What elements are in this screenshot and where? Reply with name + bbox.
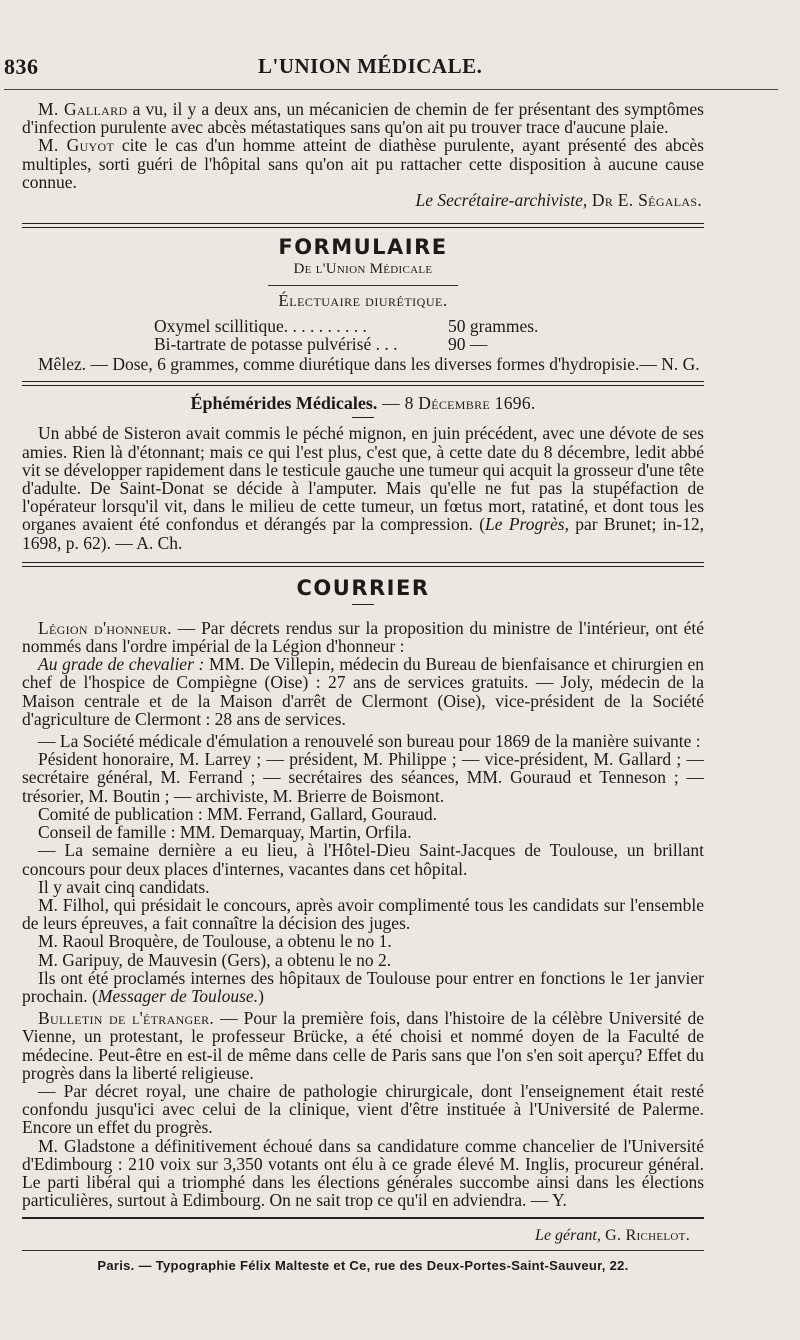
bulletin-head: Bulletin de l'étranger. (38, 1008, 215, 1029)
footer-rule (22, 1217, 704, 1219)
header-rule (4, 89, 778, 90)
legion-paragraph (22, 619, 704, 655)
gallard-text: a vu, il y a deux ans, un mécanicien de chemin de fer présentant des symptômes d'infection purulente avec abcès métastatiques sans qu'on ait pu trouver trace d'aucune plaie. (22, 99, 704, 138)
ingredient-row (22, 335, 704, 353)
ingredient-name: Bi-tartrate de potasse pulvérisé . . . (154, 333, 398, 354)
page-content (22, 100, 704, 1275)
section-divider (22, 381, 704, 386)
ephemerides-heading (22, 394, 704, 412)
toulouse-paragraph: — La semaine dernière a eu lieu, à l'Hôtel-Dieu Saint-Jacques de Toulouse, un brillant concours pour deux places d'internes, vacantes dans cet hôpital. (22, 840, 704, 879)
toulouse-paragraph: M. Filhol, qui présidait le concours, après avoir complimenté tous les candidats sur l'ensemble de leurs épreuves, a fait connaître la décision des juges. (22, 894, 704, 934)
toulouse-paragraph: M. Garipuy, de Mauvesin (Gers), a obtenu le no 2. (38, 949, 392, 970)
ephemerides-title: Éphémérides Médicales. (190, 393, 378, 414)
ephemerides-date: — 8 Décembre 1696. (377, 393, 536, 414)
famille-paragraph: Conseil de famille : MM. Demarquay, Martin, Orfila. (38, 822, 412, 843)
formulaire-subtitle: De l'Union Médicale (293, 261, 433, 278)
ingredient-qty: 50 grammes. (448, 315, 539, 336)
gladstone-paragraph: M. Gladstone a définitivement échoué dans sa candidature comme chancelier de l'Université d'Edimbourg : 210 voix sur 3,350 votants ont élu à ce grade élevé M. Inglis, procureur général. Le parti libéral qui a triomphé dans les élections générales succombe ainsi dans les élections particulières, surtout à Edimbourg. On ne sait trop ce qu'il en adviendra. — Y. (22, 1135, 704, 1211)
gerant-name: G. Richelot. (600, 1227, 690, 1245)
gallard-name: M. Gallard (38, 99, 128, 119)
toulouse-paragraph: M. Raoul Broquère, de Toulouse, a obtenu le no 1. (38, 931, 392, 952)
ephemerides-source: Le Progrès (485, 514, 565, 535)
toulouse-paragraph: Il y avait cinq candidats. (38, 876, 210, 897)
gallard-paragraph (22, 100, 704, 136)
recipe-instructions: Mêlez. — Dose, 6 grammes, comme diurétique dans les diverses formes d'hydropisie.— N. G. (38, 354, 700, 375)
toulouse-source: Messager de Toulouse. (97, 985, 259, 1006)
ephemerides-body (22, 424, 704, 551)
bulletin-text: — Pour la première fois, dans l'histoire de la célèbre Université de Vienne, un protestant, le professeur Brücke, a été choisi et nommé doyen de la Faculté de médecine. Peut-être en est-il de même dans celle de Paris sans que l'on s'en soit aperçu? Effet du progrès dans la liberté religieuse. (22, 1008, 704, 1083)
bureau-paragraph: Pésident honoraire, M. Larrey ; — président, M. Philippe ; — vice-président, M. Gallard ; — secrétaire général, M. Ferrand ; — secrétaires des séances, MM. Gouraud et Tenneson ; — trésorier, M. Boutin ; — archiviste, M. Brierre de Boismont. (22, 749, 704, 806)
section-divider (22, 223, 704, 228)
chevalier-label: Au grade de chevalier : (38, 654, 205, 675)
guyot-text: cite le cas d'un homme atteint de diathèse purulente, ayant présenté des abcès multiples, sorti guéri de l'hôpital sans qu'on ait pu rattacher cette disposition à aucune cause connue. (22, 135, 704, 192)
chevalier-paragraph (22, 655, 704, 728)
legion-head: Légion d'honneur. (38, 617, 172, 638)
ingredient-qty: 90 — (448, 333, 488, 354)
bulletin-paragraph (22, 1009, 704, 1082)
signature-role: Le Secrétaire-archiviste, (415, 190, 588, 211)
page-number: 836 (4, 54, 39, 79)
emulation-paragraph: — La Société médicale d'émulation a renouvelé son bureau pour 1869 de la manière suivante : (38, 731, 701, 752)
toulouse-close: ) (258, 985, 264, 1006)
gerant-signature (22, 1227, 704, 1245)
ingredient-name: Oxymel scillitique. . . . . . . . . . (154, 315, 367, 336)
publication-paragraph: Comité de publication : MM. Ferrand, Gallard, Gouraud. (38, 803, 438, 824)
formulaire-title: FORMULAIRE (278, 235, 448, 260)
guyot-paragraph (22, 136, 704, 191)
ephemerides-rule (352, 417, 374, 418)
journal-title: L'UNION MÉDICALE. (258, 54, 483, 78)
section-divider (22, 562, 704, 567)
imprint-rule (22, 1250, 704, 1251)
guyot-name: M. Guyot (38, 135, 115, 156)
ephemerides-source-rest: , par Brunet; in-12, 1698, p. 62). — A. Ch. (22, 514, 705, 553)
legion-text: — Par décrets rendus sur la proposition du ministre de l'intérieur, ont été nommés dans l'ordre impérial de la Légion d'honneur : (22, 617, 704, 657)
formulaire-rule (268, 285, 458, 286)
toulouse-text: Ils ont été proclamés internes des hôpitaux de Toulouse pour entrer en fonctions le 1er janvier prochain. ( (22, 967, 704, 1006)
palerme-paragraph: — Par décret royal, une chaire de pathologie chirurgicale, dont l'enseignement était resté confondu jusqu'ici avec celui de la clinique, vient d'être instituée à l'Université de Palerme. Encore un effet du progrès. (22, 1080, 704, 1138)
printer-imprint: Paris. — Typographie Félix Malteste et Ce, rue des Deux-Portes-Saint-Sauveur, 22. (97, 1257, 629, 1273)
ephemerides-text: Un abbé de Sisteron avait commis le péché mignon, en juin précédent, avec une dévote de ses amies. Rien là d'étonnant; mais ce qui l'est plus, c'est que, à cette date du 8 décembre, ledit abbé vit se développer rapidement dans le testicule gauche une tumeur qui acquit la grosseur d'une tête d'adulte. De Saint-Donat se décide à l'amputer. Mais qu'elle ne fut pas la stupéfaction de l'opérateur lorsqu'il vit, dans le milieu de cette tumeur, un fœtus mort, ratatiné, et dont tous les organes avaient été confondus et dérangés par la compression. ( (22, 423, 705, 535)
toulouse-paragraph (22, 969, 704, 1005)
courrier-title: COURRIER (296, 575, 430, 600)
recipe-title: Électuaire diurétique. (278, 291, 448, 311)
chevalier-text: MM. De Villepin, médecin du Bureau de bienfaisance et chirurgien en chef de l'hospice de Compiègne (Oise) : 27 ans de services gratuits. — Joly, médecin de la Maison centrale et de la Maison d'arrêt de Clermont (Oise), vice-président de la Société d'agriculture de Clermont : 28 ans de services. (22, 654, 704, 729)
courrier-rule (352, 604, 374, 605)
signature-name: Dr E. Ségalas. (587, 190, 702, 211)
ingredient-row (22, 317, 704, 335)
page-header (0, 54, 800, 90)
secretary-signature (22, 191, 704, 209)
gerant-label: Le gérant, (535, 1227, 601, 1245)
